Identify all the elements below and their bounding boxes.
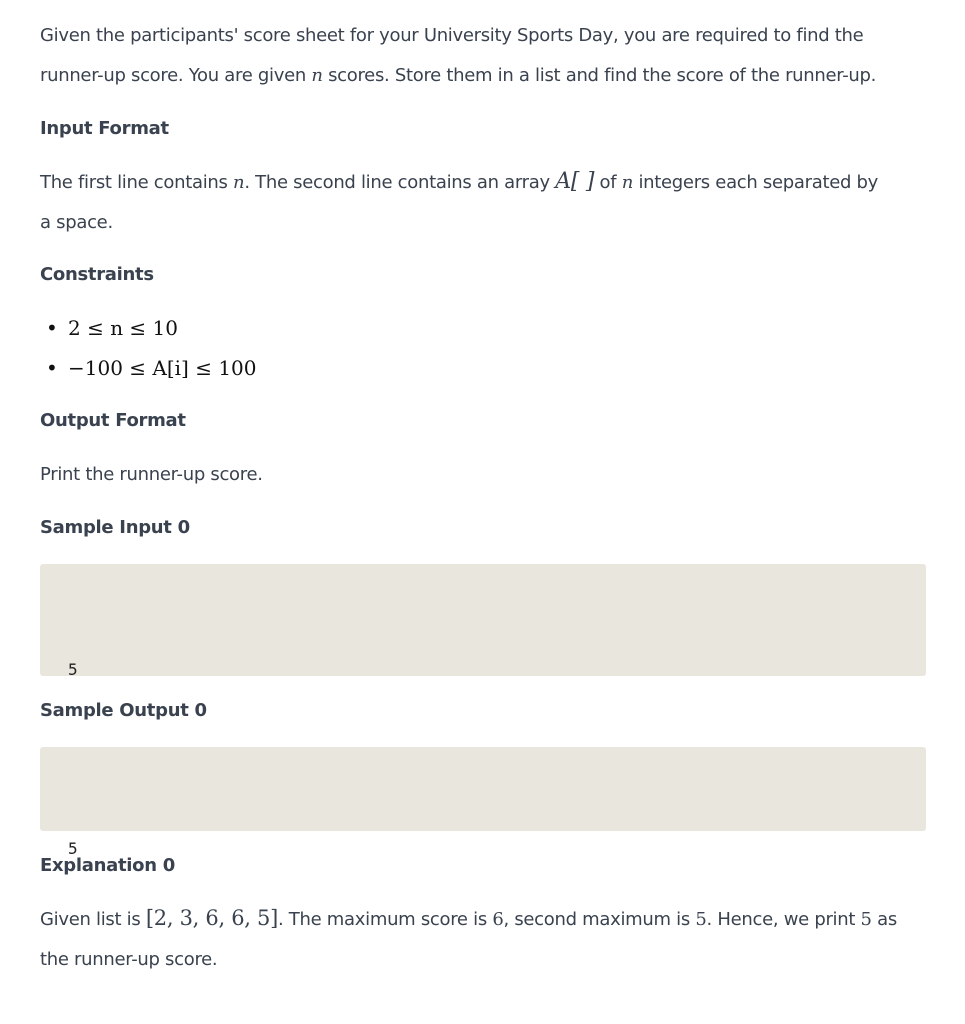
text: . The maximum score is (277, 909, 493, 930)
math-max: 6 (492, 909, 504, 930)
explanation-heading: Explanation 0 (40, 855, 175, 876)
sample-input-heading: Sample Input 0 (40, 517, 190, 538)
constraints-heading: Constraints (40, 264, 154, 285)
input-format-heading: Input Format (40, 118, 169, 139)
intro-text: runner-up score. You are given (40, 65, 312, 86)
output-format-heading: Output Format (40, 410, 186, 431)
sample-input-block (40, 564, 926, 679)
text: a space. (40, 212, 113, 233)
explanation-paragraph (40, 898, 926, 980)
output-format-text: Print the runner-up score. (40, 464, 263, 485)
intro-text: scores. Store them in a list and find the score of the runner-up. (322, 65, 877, 86)
constraint-text: 2 ≤ n ≤ 10 (68, 316, 178, 340)
intro-line-1: Given the participants' score sheet for your University Sports Day, you are required to find the (40, 25, 864, 46)
math-second: 5 (695, 909, 707, 930)
sample-output-heading: Sample Output 0 (40, 700, 207, 721)
intro-paragraph (40, 16, 926, 96)
text: as (871, 909, 897, 930)
constraints-list (40, 308, 257, 388)
text: . The second line contains an array (244, 172, 556, 193)
math-n: n (621, 172, 634, 193)
math-array: A[ ] (555, 169, 595, 194)
math-n: n (311, 65, 323, 86)
text: . Hence, we print (706, 909, 861, 930)
code-line: 5 (68, 660, 78, 679)
math-list: [2, 3, 6, 6, 5] (145, 906, 278, 930)
text: integers each separated by (633, 172, 879, 193)
input-format-paragraph (40, 162, 926, 243)
constraint-text: −100 ≤ A[i] ≤ 100 (68, 356, 257, 380)
text: The first line contains (40, 172, 234, 193)
text: the runner-up score. (40, 949, 218, 970)
constraint-item: • 2 ≤ n ≤ 10 (46, 316, 178, 340)
constraint-item: • −100 ≤ A[i] ≤ 100 (46, 356, 257, 380)
text: of (594, 172, 622, 193)
text: Given list is (40, 909, 146, 930)
code-line: 5 (68, 839, 78, 858)
math-print: 5 (860, 909, 872, 930)
text: , second maximum is (503, 909, 696, 930)
sample-output-block (40, 747, 926, 858)
math-n: n (233, 172, 245, 193)
